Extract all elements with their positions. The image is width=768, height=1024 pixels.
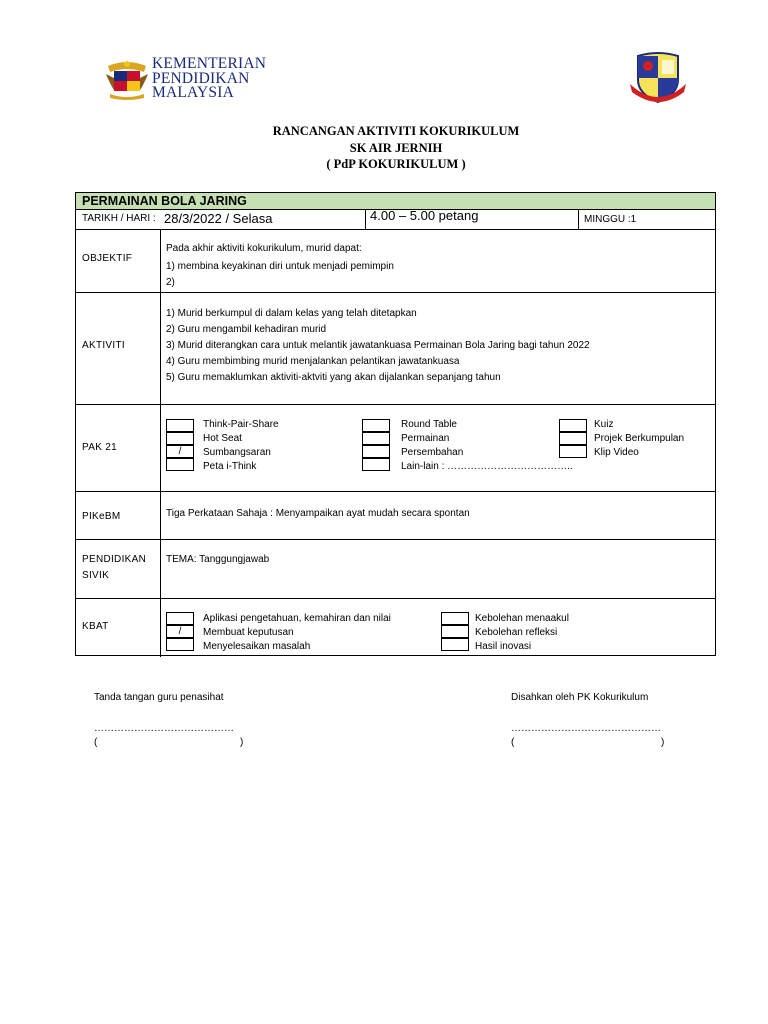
- kbat-checkbox[interactable]: [441, 625, 469, 638]
- malaysia-crest-icon: [104, 56, 150, 102]
- kbat-option: Aplikasi pengetahuan, kemahiran dan nilai: [203, 613, 391, 624]
- ministry-name: [152, 57, 266, 101]
- document-subtitle: ( PdP KOKURIKULUM ): [326, 157, 466, 171]
- date-label: TARIKH / HARI :: [82, 213, 156, 224]
- kbat-checkbox[interactable]: /: [166, 625, 194, 638]
- date-value: 28/3/2022 / Selasa: [164, 211, 273, 226]
- kbat-checkbox[interactable]: [166, 638, 194, 651]
- ministry-line-2: PENDIDIKAN: [152, 69, 250, 87]
- pak21-option: Lain-lain : ………………………………..: [401, 461, 573, 472]
- pk-name-open-paren: (: [511, 737, 515, 748]
- sivik-text: TEMA: Tanggungjawab: [166, 554, 270, 565]
- pikebm-text: Tiga Perkataan Sahaja : Menyampaikan ayat mudah secara spontan: [166, 508, 470, 519]
- kbat-label: KBAT: [82, 621, 109, 632]
- pak21-checkbox[interactable]: [362, 458, 390, 471]
- ministry-line-1: KEMENTERIAN: [152, 55, 267, 72]
- ministry-logo: [104, 55, 267, 104]
- activity-plan-table: [75, 192, 716, 656]
- pak21-option: Permainan: [401, 433, 450, 444]
- school-logo: [626, 50, 690, 106]
- pak21-option: Think-Pair-Share: [203, 419, 279, 430]
- kbat-checkbox[interactable]: [166, 612, 194, 625]
- kbat-option: Hasil inovasi: [475, 641, 532, 652]
- pikebm-label: PIKeBM: [82, 511, 121, 522]
- advisor-signature-line[interactable]: ……………………………………: [94, 723, 234, 734]
- kbat-option: Kebolehan menaakul: [475, 613, 569, 624]
- school-crest-icon: [626, 50, 690, 106]
- pak21-option: Round Table: [401, 419, 457, 430]
- kbat-checkbox[interactable]: [441, 612, 469, 625]
- pak21-option: Kuiz: [594, 419, 614, 430]
- aktiviti-line-2: 2) Guru mengambil kehadiran murid: [166, 324, 327, 335]
- pak21-option: Peta i-Think: [203, 461, 257, 472]
- advisor-name-open-paren: (: [94, 737, 98, 748]
- ministry-line-3: MALAYSIA: [152, 84, 234, 101]
- advisor-name-close-paren: ): [240, 737, 244, 748]
- pak21-label: PAK 21: [82, 442, 117, 453]
- pak21-checkbox[interactable]: [362, 419, 390, 432]
- week-label: MINGGU :1: [584, 214, 637, 225]
- pak21-option: Projek Berkumpulan: [594, 433, 685, 444]
- pak21-checkbox[interactable]: [166, 419, 194, 432]
- sivik-label-line-2: SIVIK: [82, 570, 110, 581]
- objektif-line-1: Pada akhir aktiviti kokurikulum, murid dapat:: [166, 243, 362, 254]
- pak21-checkbox[interactable]: [559, 432, 587, 445]
- pak21-option: Persembahan: [401, 447, 464, 458]
- aktiviti-line-1: 1) Murid berkumpul di dalam kelas yang telah ditetapkan: [166, 308, 417, 319]
- objektif-line-2: 1) membina keyakinan diri untuk menjadi pemimpin: [166, 261, 394, 272]
- kbat-checkbox[interactable]: [441, 638, 469, 651]
- advisor-signature-label: Tanda tangan guru penasihat: [94, 692, 224, 703]
- objektif-label: OBJEKTIF: [82, 253, 133, 264]
- pk-signature-line[interactable]: ………………………………………: [511, 723, 661, 734]
- pak21-checkbox[interactable]: [166, 432, 194, 445]
- aktiviti-line-3: 3) Murid diterangkan cara untuk melantik jawatankuasa Permainan Bola Jaring bagi tahun 2022: [166, 340, 590, 351]
- pak21-checkbox[interactable]: [166, 458, 194, 471]
- kbat-option: Menyelesaikan masalah: [203, 641, 311, 652]
- kbat-option: Membuat keputusan: [203, 627, 294, 638]
- pak21-option: Klip Video: [594, 447, 639, 458]
- pak21-checkbox[interactable]: [362, 445, 390, 458]
- school-name: SK AIR JERNIH: [349, 141, 443, 155]
- activity-title: PERMAINAN BOLA JARING: [82, 194, 247, 208]
- kbat-option: Kebolehan refleksi: [475, 627, 558, 638]
- pak21-checkbox[interactable]: [559, 445, 587, 458]
- pak21-option: Hot Seat: [203, 433, 242, 444]
- aktiviti-label: AKTIVITI: [82, 340, 125, 351]
- pk-signature-label: Disahkan oleh PK Kokurikulum: [511, 692, 649, 703]
- pak21-checkbox[interactable]: [362, 432, 390, 445]
- objektif-line-3: 2): [166, 277, 175, 288]
- sivik-label-line-1: PENDIDIKAN: [82, 554, 147, 565]
- aktiviti-line-5: 5) Guru memaklumkan aktiviti-aktviti yang akan dijalankan sepanjang tahun: [166, 372, 501, 383]
- pak21-checkbox[interactable]: /: [166, 445, 194, 458]
- aktiviti-line-4: 4) Guru membimbing murid menjalankan pelantikan jawatankuasa: [166, 356, 460, 367]
- document-title: RANCANGAN AKTIVITI KOKURIKULUM: [272, 124, 520, 138]
- pk-name-close-paren: ): [661, 737, 665, 748]
- time-value: 4.00 – 5.00 petang: [370, 208, 479, 223]
- pak21-checkbox[interactable]: [559, 419, 587, 432]
- pak21-option: Sumbangsaran: [203, 447, 271, 458]
